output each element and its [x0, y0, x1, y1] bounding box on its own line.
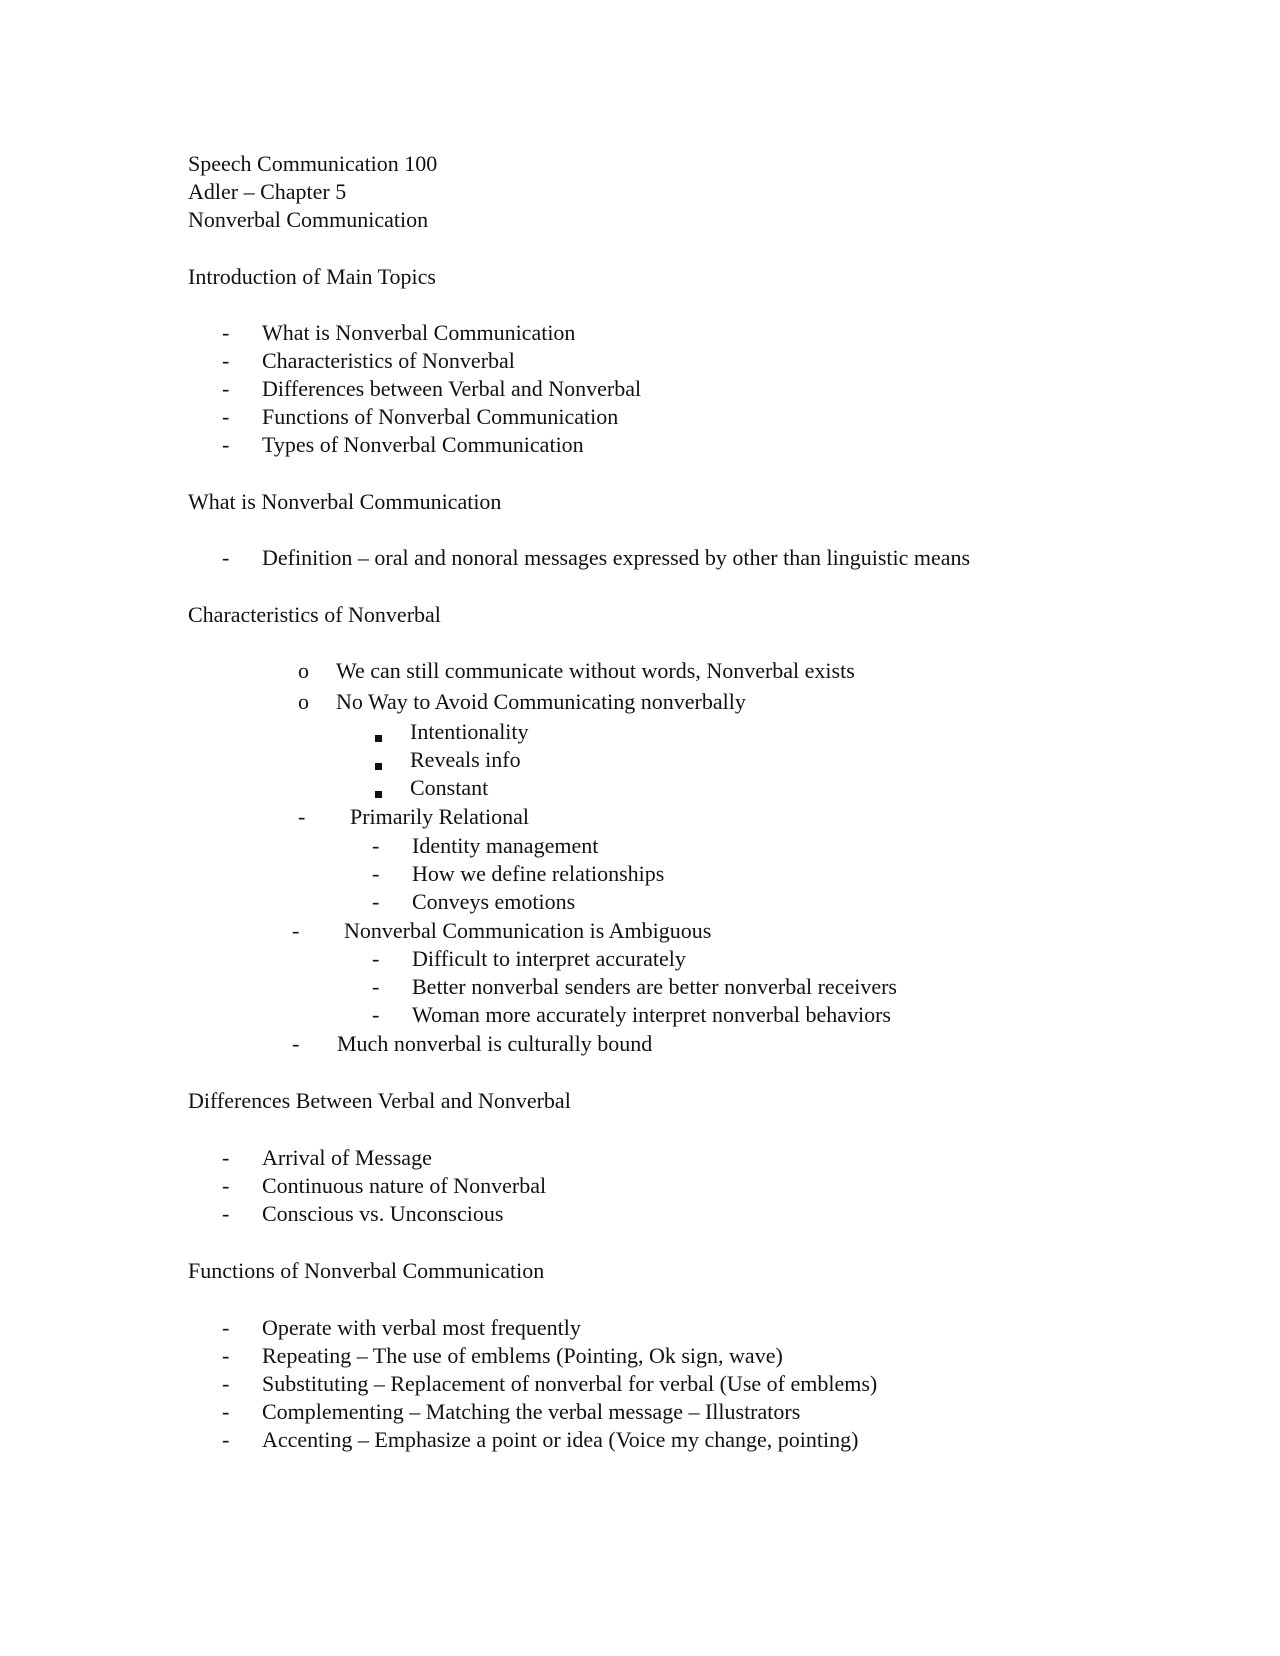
list-item-text: Nonverbal Communication is Ambiguous — [344, 918, 712, 943]
functions-heading: Functions of Nonverbal Communication — [188, 1258, 545, 1283]
dash-bullet: - — [222, 1173, 230, 1198]
list-item-text: Better nonverbal senders are better nonverbal receivers — [412, 974, 897, 999]
list-item-text: Much nonverbal is culturally bound — [337, 1031, 653, 1056]
square-bullet-icon — [375, 763, 382, 770]
dash-bullet: - — [222, 404, 230, 429]
dash-bullet: - — [372, 946, 380, 971]
dash-bullet: - — [372, 974, 380, 999]
what-is-heading: What is Nonverbal Communication — [188, 489, 502, 514]
intro-heading: Introduction of Main Topics — [188, 264, 436, 289]
dash-bullet: - — [222, 376, 230, 401]
topic-title: Nonverbal Communication — [188, 207, 429, 232]
list-item-text: Intentionality — [410, 719, 529, 744]
square-bullet-icon — [375, 735, 382, 742]
list-item-text: We can still communicate without words, Nonverbal exists — [336, 658, 855, 683]
dash-bullet: - — [222, 348, 230, 373]
list-item-text: No Way to Avoid Communicating nonverbally — [336, 689, 746, 714]
list-item-text: Repeating – The use of emblems (Pointing, Ok sign, wave) — [262, 1343, 783, 1368]
dash-bullet: - — [222, 1343, 230, 1368]
chapter-title: Adler – Chapter 5 — [188, 179, 347, 204]
list-item-text: Woman more accurately interpret nonverbal behaviors — [412, 1002, 891, 1027]
differences-heading: Differences Between Verbal and Nonverbal — [188, 1088, 571, 1113]
course-title: Speech Communication 100 — [188, 151, 438, 176]
dash-bullet: - — [372, 833, 380, 858]
dash-bullet: - — [222, 432, 230, 457]
dash-bullet: - — [222, 545, 230, 570]
list-item-text: Conveys emotions — [412, 889, 576, 914]
list-item-text: Identity management — [412, 833, 599, 858]
list-item-text: Differences between Verbal and Nonverbal — [262, 376, 642, 401]
square-bullet-icon — [375, 791, 382, 798]
list-item-text: Difficult to interpret accurately — [412, 946, 686, 971]
dash-bullet: - — [222, 320, 230, 345]
dash-bullet: - — [372, 861, 380, 886]
list-item-text: Arrival of Message — [262, 1145, 432, 1170]
list-item-text: Conscious vs. Unconscious — [262, 1201, 504, 1226]
list-item-text: Continuous nature of Nonverbal — [262, 1173, 547, 1198]
dash-bullet: - — [292, 918, 300, 943]
list-item-text: Functions of Nonverbal Communication — [262, 404, 619, 429]
characteristics-heading: Characteristics of Nonverbal — [188, 602, 441, 627]
dash-bullet: - — [222, 1427, 230, 1452]
list-item-text: Operate with verbal most frequently — [262, 1315, 581, 1340]
list-item-text: How we define relationships — [412, 861, 665, 886]
list-item-text: Accenting – Emphasize a point or idea (Voice my change, pointing) — [262, 1427, 859, 1452]
dash-bullet: - — [292, 1031, 300, 1056]
dash-bullet: - — [222, 1145, 230, 1170]
list-item-text: Complementing – Matching the verbal message – Illustrators — [262, 1399, 801, 1424]
list-item-text: Constant — [410, 775, 489, 800]
circle-bullet: o — [298, 658, 309, 683]
dash-bullet: - — [372, 1002, 380, 1027]
dash-bullet: - — [222, 1371, 230, 1396]
dash-bullet: - — [222, 1315, 230, 1340]
dash-bullet: - — [298, 804, 306, 829]
dash-bullet: - — [372, 889, 380, 914]
list-item-text: Definition – oral and nonoral messages expressed by other than linguistic means — [262, 545, 971, 570]
dash-bullet: - — [222, 1201, 230, 1226]
list-item-text: Types of Nonverbal Communication — [262, 432, 584, 457]
list-item-text: Primarily Relational — [350, 804, 530, 829]
list-item-text: Characteristics of Nonverbal — [262, 348, 515, 373]
list-item-text: Substituting – Replacement of nonverbal for verbal (Use of emblems) — [262, 1371, 878, 1396]
dash-bullet: - — [222, 1399, 230, 1424]
list-item-text: What is Nonverbal Communication — [262, 320, 576, 345]
circle-bullet: o — [298, 689, 309, 714]
list-item-text: Reveals info — [410, 747, 521, 772]
